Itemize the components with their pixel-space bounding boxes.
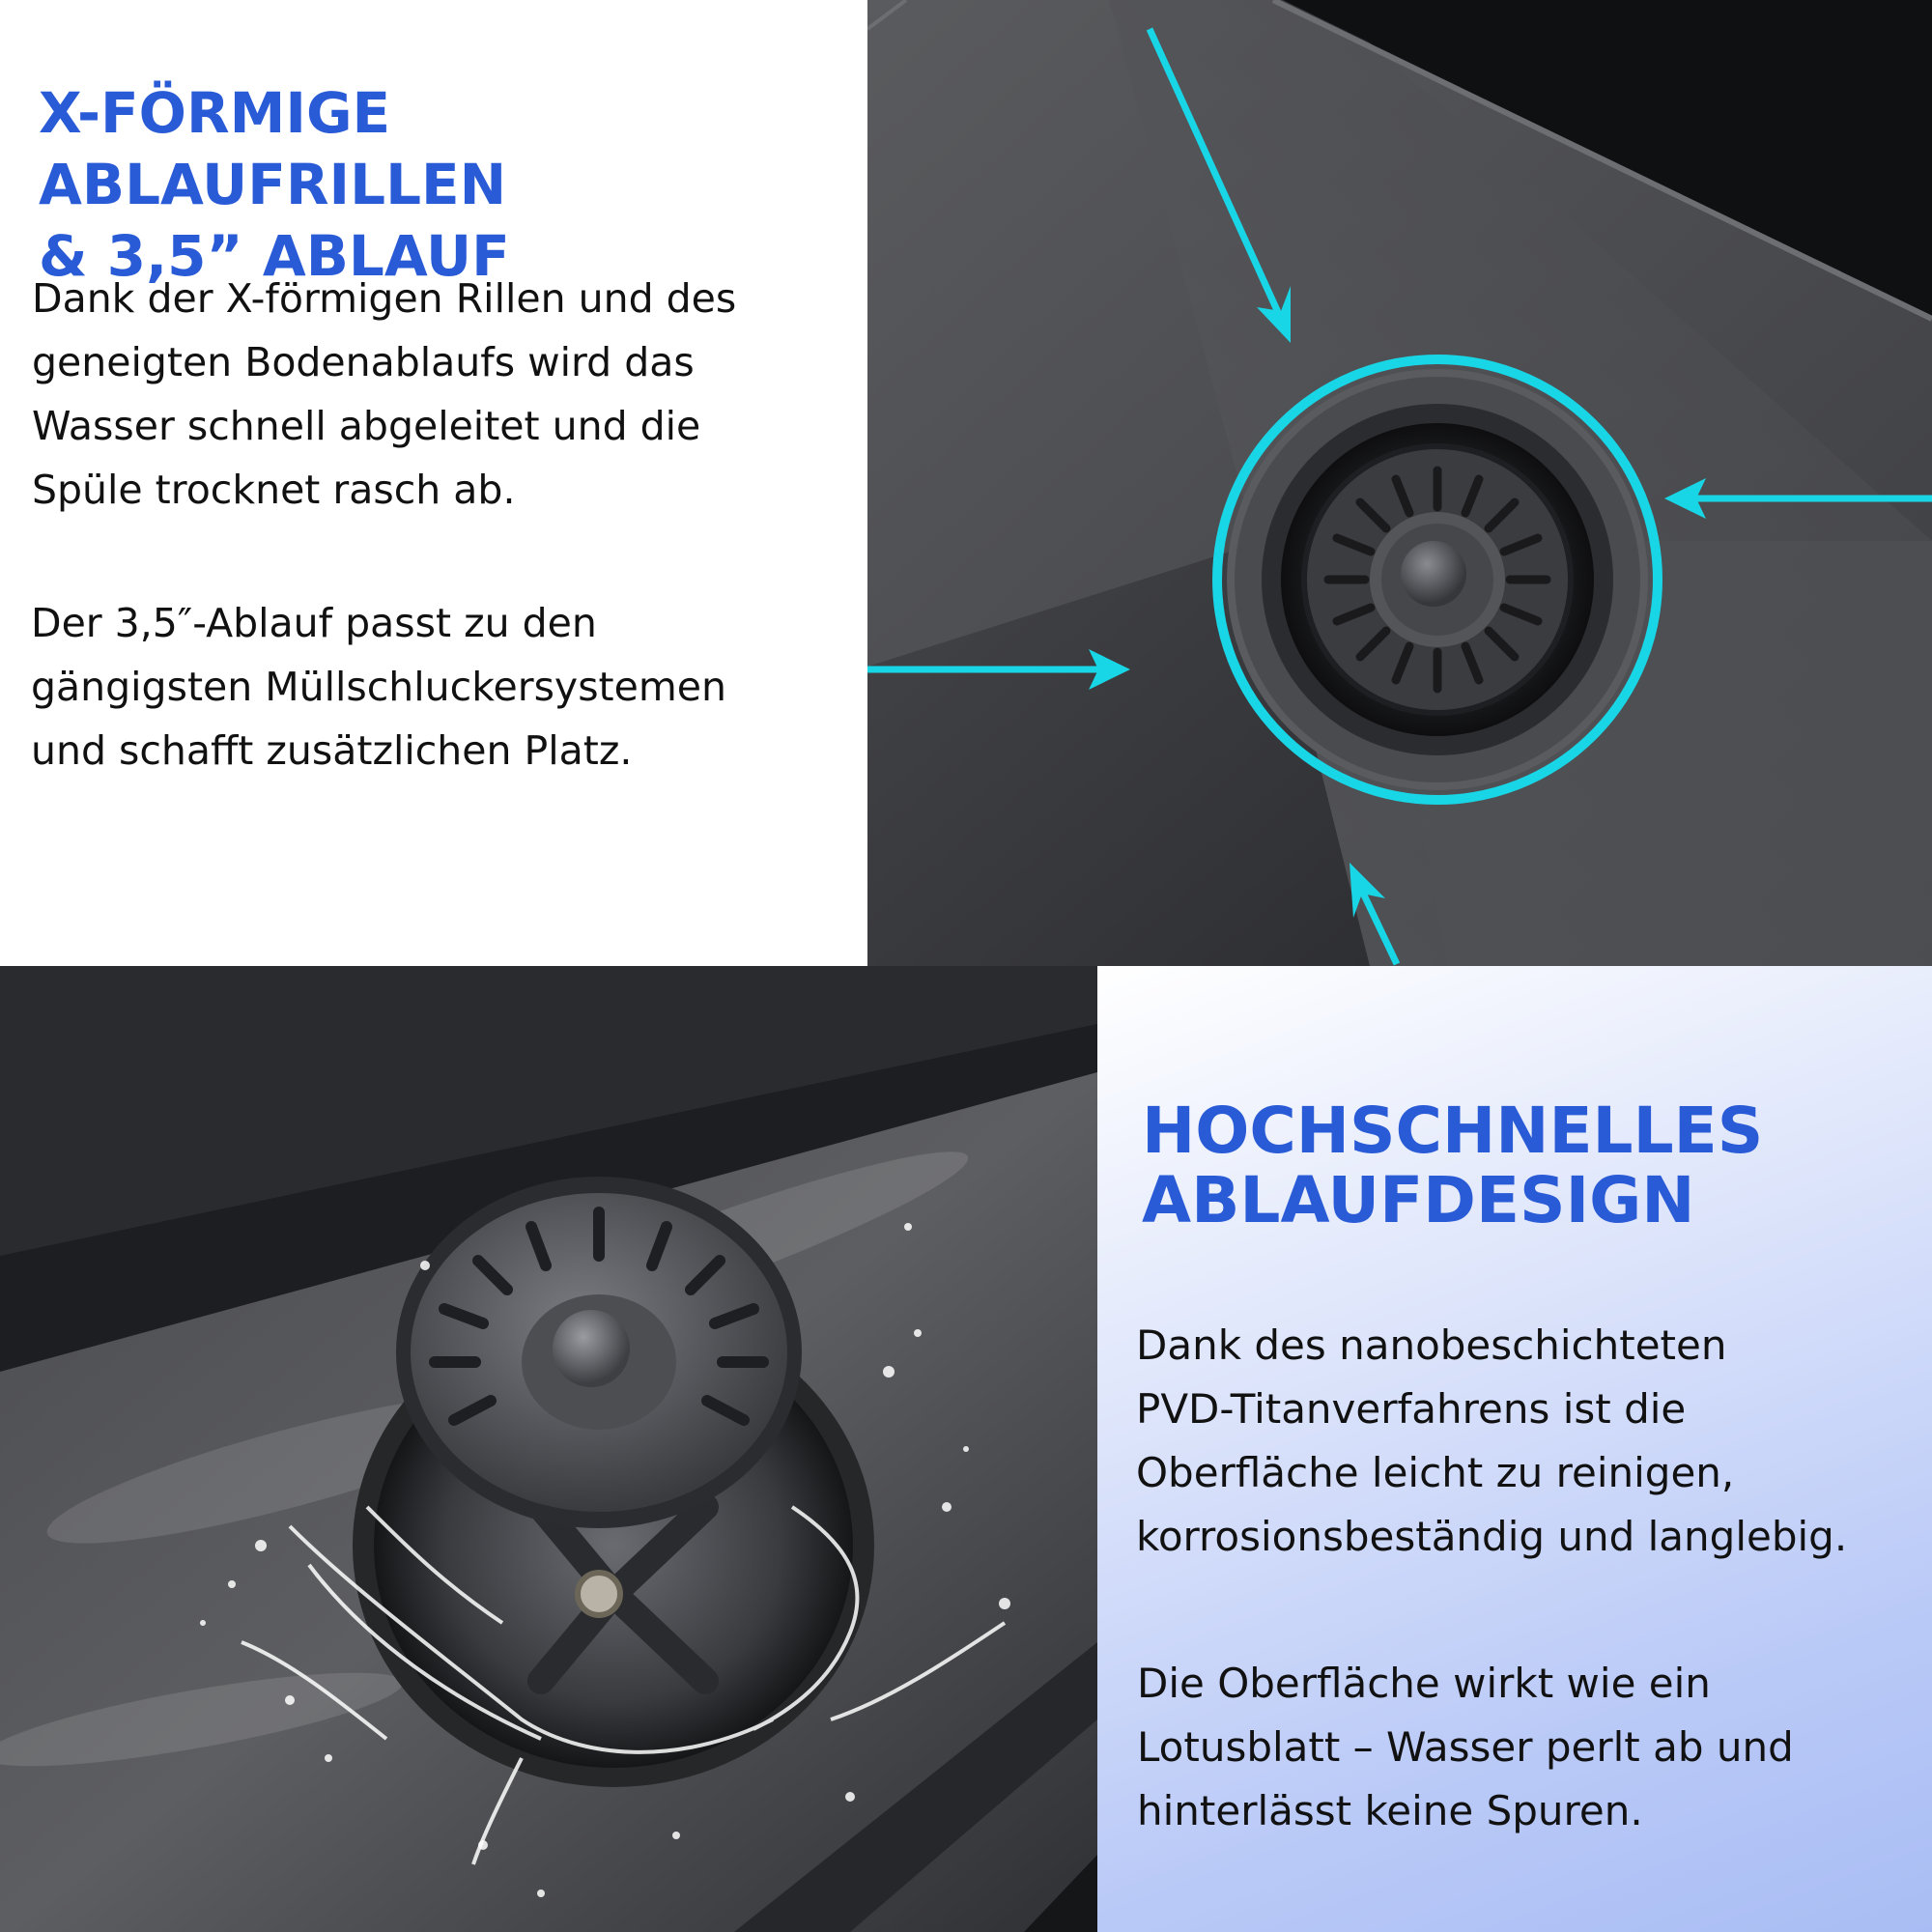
grooves-description <box>32 267 736 522</box>
text-line: Oberfläche leicht zu reinigen, <box>1136 1449 1735 1496</box>
text-line: Der 3,5″-Ablauf passt zu den <box>31 600 597 646</box>
bottom-photo-strainer-splash <box>0 966 1097 1932</box>
lotus-effect-description <box>1137 1652 1794 1843</box>
x-grooves-heading <box>39 77 867 292</box>
bottom-text-panel <box>1097 966 1932 1932</box>
text-line: und schafft zusätzlichen Platz. <box>31 727 633 774</box>
text-line: Spüle trocknet rasch ab. <box>32 467 516 513</box>
text-line: geneigten Bodenablaufs wird das <box>32 339 695 385</box>
strainer-splash-illustration <box>0 966 1097 1932</box>
heading-line: X-FÖRMIGE ABLAUFRILLEN <box>39 80 507 217</box>
text-line: gängigsten Müllschluckersystemen <box>31 664 727 710</box>
sink-drain-illustration <box>867 0 1932 966</box>
drain-size-description <box>31 591 726 782</box>
top-text-panel <box>0 0 867 966</box>
drain-design-heading <box>1142 1096 1763 1236</box>
text-line: Die Oberfläche wirkt wie ein <box>1137 1660 1711 1707</box>
top-photo-sink-drain <box>867 0 1932 966</box>
coating-description <box>1136 1314 1847 1569</box>
text-line: Dank der X-förmigen Rillen und des <box>32 275 737 322</box>
text-line: Wasser schnell abgeleitet und die <box>32 403 701 449</box>
heading-line: ABLAUFDESIGN <box>1142 1163 1695 1237</box>
text-line: hinterlässt keine Spuren. <box>1137 1787 1643 1834</box>
text-line: Lotusblatt – Wasser perlt ab und <box>1137 1723 1794 1771</box>
text-line: PVD-Titanverfahrens ist die <box>1136 1385 1687 1433</box>
heading-line: HOCHSCHNELLES <box>1142 1094 1764 1168</box>
text-line: Dank des nanobeschichteten <box>1136 1321 1727 1369</box>
text-line: korrosionsbeständig und langlebig. <box>1136 1513 1848 1560</box>
heading-line: & 3,5” ABLAUF <box>39 223 510 289</box>
